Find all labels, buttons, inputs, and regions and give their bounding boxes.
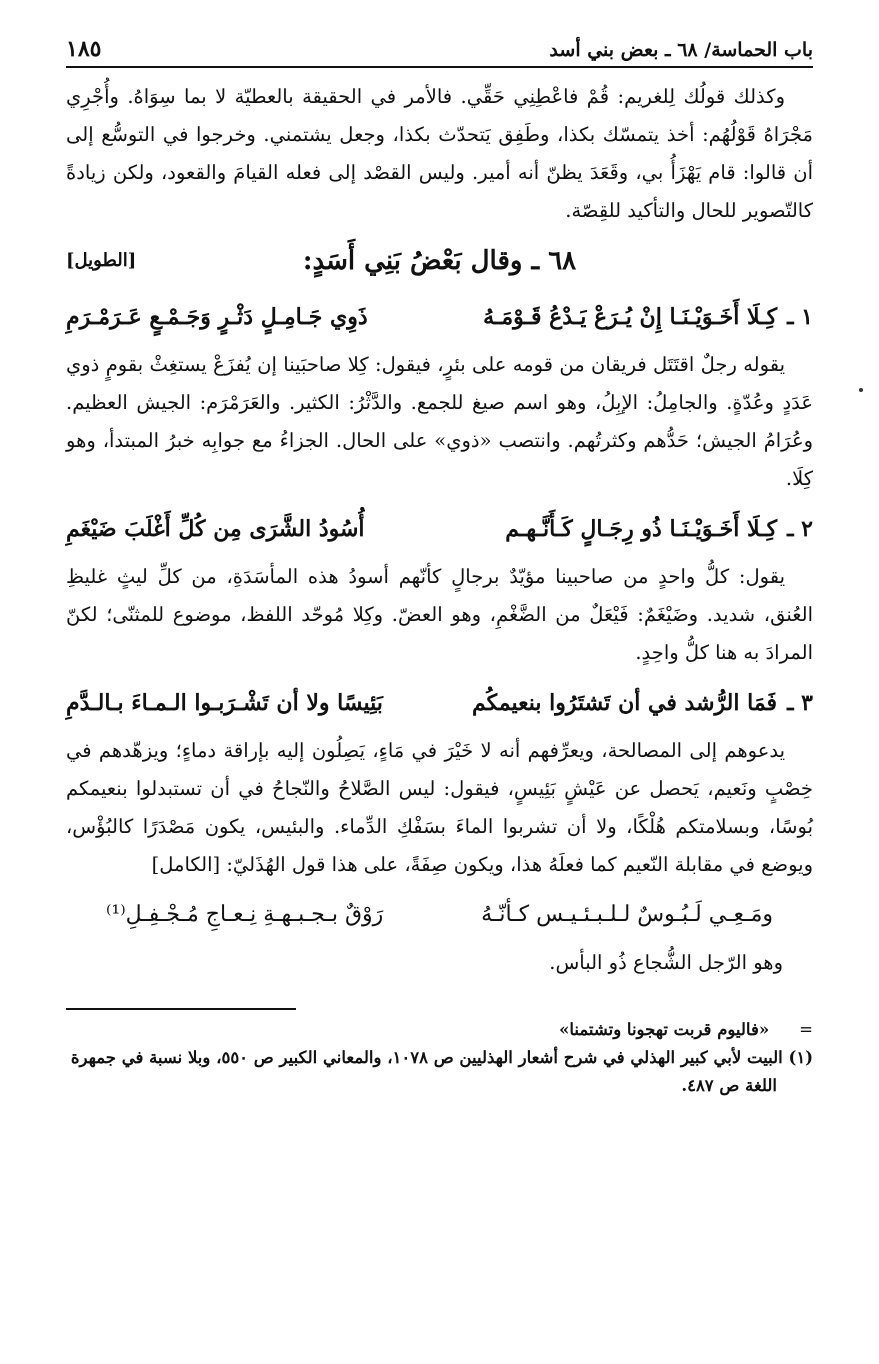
- verse-commentary: يدعوهم إلى المصالحة، ويعرِّفهم أنه لا خَيْرَ في مَاءٍ، يَصِلُون إليه بإراقة دماءٍ؛ ويزهّدهم في خِصْبٍ ونَعيم، يَحصل عن عَيْشٍ بَئِيسٍ، فيقول: ليس الصَّلاحُ والنّجاحُ في أن تستبدلوا بنعيمكم بُوسًا، وبسلامتكم هُلْكًا، ولا أن تشربوا الماءَ بسَفْكِ الدِّماء. والبئيس، يكون مَصْدَرًا كالبُؤْس، ويوضع في مقابلة النّعيم كما فعلَهُ هذا، ويكون صِفَةً، على هذا قول الهُذَليّ: [الكامل]: [66, 739, 813, 876]
- page-number: ١٨٥: [66, 36, 102, 62]
- closing-line: وهو الرّجل الشُّجاع ذُو البأس.: [549, 951, 783, 974]
- quoted-verse: [66, 888, 813, 942]
- running-header: [66, 36, 813, 68]
- verse-first-hemistich: كِـلَا أَخَـوَيْـنَـا ذُو رِجَـالٍ كَـأَنَّـهـم: [505, 516, 778, 542]
- continuation-text: «فاليوم قربت تهجونا وتشتمنا»: [559, 1020, 770, 1039]
- poem-heading: [66, 236, 813, 286]
- footnote-separator: [66, 1008, 296, 1010]
- quoted-first-hemistich: ومَـعِـي لَـبُـوسٌ لـلـبـئـيـس كـأنّـهُ: [481, 902, 773, 927]
- footnotes: [66, 1016, 813, 1100]
- intro-paragraph: وكذلك قولُك لِلغريم: قُمْ فاعْطِنِي حَقِّي. فالأمر في الحقيقة بالعطيّة لا بما سِوَاهُ. وأُجْرِي مَجْرَاهُ قَوْلُهُم: أخذ يتمسّك بكذا، وطَفِق يَتحدّث بكذا، وجعل يشتمني. وخرجوا في التوسُّع إلى أن قالوا: قام يَهْزَأُ بي، وقَعَدَ يظنّ أنه أمير. وليس القصْد إلى فعله القيامَ والقعود، ولكن زيادةً كالتّصوير للحال والتأكيد للقِصّة.: [66, 85, 813, 222]
- verse-second-hemistich: بَئِيسًا ولا أن تَشْـرَبـوا الـمـاءَ بـالـدَّمِ: [66, 690, 383, 716]
- quoted-second-hemistich: رَوْقٌ بـجـبـهـةِ نِـعـاجِ مُـجْـفِـلِ⁽¹⁾: [106, 902, 384, 927]
- verse-second-hemistich: ذَوِي جَـامِـلٍ دَثْـرٍ وَجَـمْـعٍ عَـرَمْـرَمِ: [66, 304, 368, 330]
- poem-meter: [الطويل]: [66, 250, 137, 271]
- poem-title: ٦٨ ـ وقال بَعْضُ بَنِي أَسَدٍ:: [302, 246, 577, 276]
- verse-number: ٢ ـ: [787, 516, 813, 542]
- verse-commentary: يقول: كلُّ واحدٍ من صاحبينا مؤيّدٌ برجالٍ كأنّهم أسودُ هذه المأسَدَةِ، من كلِّ ليثٍ غليظِ العُنق، شديد. وضَيْغَمٌ: فَيْعَلٌ من الضَّغْمِ، وهو العضّ. وكِلا مُوحّد اللفظ، موضوع للمثنّى؛ لكنّ المرادَ به هنا كلُّ واحِدٍ.: [66, 565, 813, 664]
- margin-mark: [859, 388, 863, 392]
- verse-line: [66, 290, 813, 344]
- verse-first-hemistich: فَمَا الرُّشد في أن تَشتَرُوا بنعيمكُم: [471, 690, 778, 716]
- footnote-1: (١) البيت لأبي كبير الهذلي في شرح أشعار الهذليين ص ١٠٧٨، والمعاني الكبير ص ٥٥٠، وبلا نسبة في جمهرة اللغة ص ٤٨٧.: [70, 1048, 813, 1095]
- verse-number: ٣ ـ: [787, 690, 813, 716]
- verse-commentary: يقوله رجلٌ اقتَتَل فريقان من قومه على بئرٍ، فيقول: كِلا صاحبَينا إن يُفزَعْ يستغِثْ بقومٍ ذوي عَدَدٍ وعُدّةٍ. والجامِلُ: الإبِلُ، وهو اسم صيغ للجمع. والدَّثْرُ: الكثير. والعَرَمْرَم: الجيش العظيم. وعُرَامُ الجيش؛ حَدُّهم وكثرتُهم. وانتصب «ذوي» على الحال. الجزاءُ مع جوابِه خبرُ المبتدأ، وهو كِلَا.: [66, 353, 813, 490]
- continuation-mark: =: [799, 1020, 813, 1039]
- verse-number: ١ ـ: [787, 304, 813, 330]
- footnote-continuation: [66, 1016, 813, 1044]
- verse-line: [66, 502, 813, 556]
- verse-second-hemistich: أُسُودُ الشَّرَى مِن كُلِّ أَغْلَبَ ضَيْغَمِ: [66, 516, 365, 542]
- running-title: باب الحماسة/ ٦٨ ـ بعض بني أسد: [549, 39, 813, 61]
- verse-first-hemistich: كِـلَا أَخَـوَيْـنَـا إِنْ يُـرَعْ يَـدْعُ قَـوْمَـهُ: [483, 304, 778, 330]
- verse-line: [66, 676, 813, 730]
